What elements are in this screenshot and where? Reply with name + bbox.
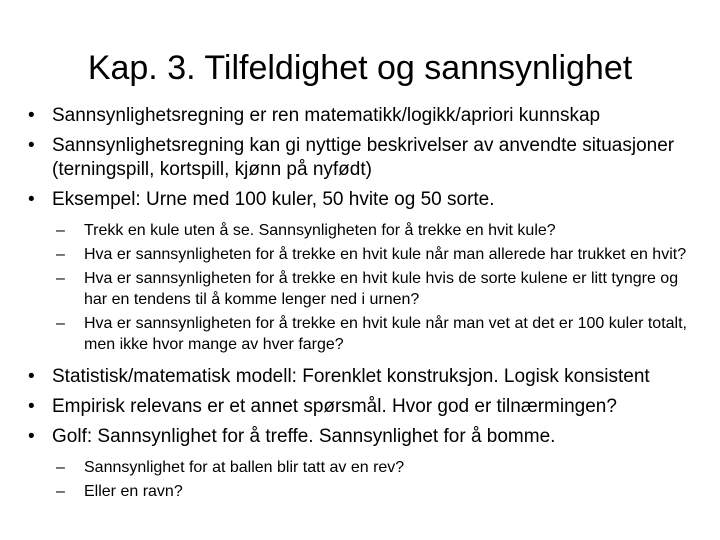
- sub-item-text: Hva er sannsynligheten for å trekke en hvit kule hvis de sorte kulene er litt tyngre og har en tendens til å komme lenger ned i urnen?: [84, 270, 679, 308]
- bullet-icon: •: [28, 366, 35, 387]
- dash-icon: –: [56, 246, 65, 263]
- sub-item: [0, 268, 720, 310]
- sub-item: [0, 244, 720, 265]
- bullet-icon: •: [28, 135, 35, 156]
- bullet-icon: •: [28, 189, 35, 210]
- dash-icon: –: [56, 270, 65, 287]
- bullet-text: Eksempel: Urne med 100 kuler, 50 hvite og 50 sorte.: [52, 189, 495, 210]
- bullet-item: [0, 188, 720, 212]
- bullet-text: Statistisk/matematisk modell: Forenklet konstruksjon. Logisk konsistent: [52, 366, 650, 387]
- sub-item: [0, 481, 720, 502]
- bullet-icon: •: [28, 105, 35, 126]
- bullet-item: [0, 104, 720, 128]
- sub-item: [0, 457, 720, 478]
- bullet-text: Sannsynlighetsregning kan gi nyttige beskrivelser av anvendte situasjoner (terningspill, kortspill, kjønn på nyfødt): [52, 135, 675, 180]
- sub-item: [0, 220, 720, 241]
- sub-item-text: Eller en ravn?: [84, 483, 183, 500]
- sub-item-text: Hva er sannsynligheten for å trekke en hvit kule når man vet at det er 100 kuler totalt, men ikke hvor mange av hver farge?: [84, 315, 687, 353]
- bullet-icon: •: [28, 396, 35, 417]
- dash-icon: –: [56, 459, 65, 476]
- bullet-list-2: [0, 365, 720, 449]
- bullet-list-1: [0, 104, 720, 212]
- sub-item-text: Hva er sannsynligheten for å trekke en hvit kule når man allerede har trukket en hvit?: [84, 246, 687, 263]
- sub-item-text: Trekk en kule uten å se. Sannsynligheten for å trekke en hvit kule?: [84, 222, 556, 239]
- dash-icon: –: [56, 483, 65, 500]
- bullet-item: [0, 395, 720, 419]
- dash-icon: –: [56, 222, 65, 239]
- bullet-item: [0, 425, 720, 449]
- dash-icon: –: [56, 315, 65, 332]
- slide-content: [0, 104, 720, 512]
- bullet-item: [0, 365, 720, 389]
- bullet-text: Empirisk relevans er et annet spørsmål. Hvor god er tilnærmingen?: [52, 396, 617, 417]
- sub-item: [0, 313, 720, 355]
- sub-list-2: [0, 457, 720, 502]
- bullet-item: [0, 134, 720, 182]
- bullet-text: Sannsynlighetsregning er ren matematikk/logikk/apriori kunnskap: [52, 105, 601, 126]
- sub-item-text: Sannsynlighet for at ballen blir tatt av en rev?: [84, 459, 405, 476]
- bullet-icon: •: [28, 426, 35, 447]
- sub-list-1: [0, 220, 720, 355]
- slide-title: Kap. 3. Tilfeldighet og sannsynlighet: [87, 49, 633, 87]
- bullet-text: Golf: Sannsynlighet for å treffe. Sannsynlighet for å bomme.: [52, 426, 556, 447]
